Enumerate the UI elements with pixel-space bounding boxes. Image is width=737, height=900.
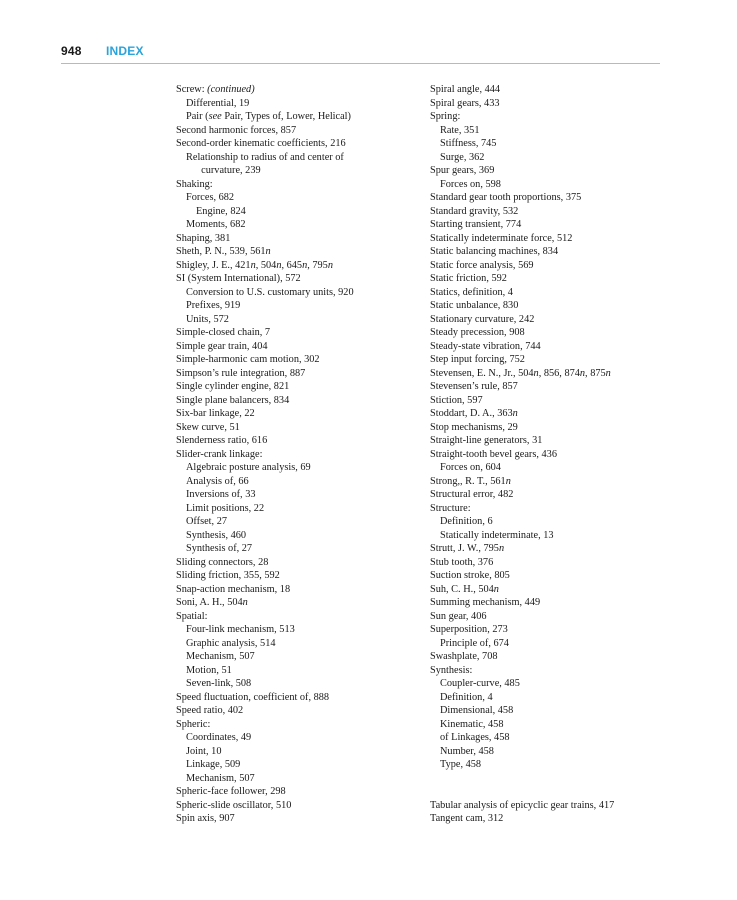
index-entry: Step input forcing, 752: [430, 354, 525, 365]
index-subentry: Joint, 10: [186, 745, 222, 757]
index-subentry: Relationship to radius of and center of: [186, 151, 344, 163]
index-entry: Single cylinder engine, 821: [176, 381, 290, 392]
section-title: INDEX: [106, 44, 144, 58]
index-entry: Tabular analysis of epicyclic gear trains, 417: [430, 799, 615, 811]
index-entry: Strong,, R. T., 561n: [430, 475, 511, 487]
index-subentry: Mechanism, 507: [186, 651, 255, 662]
index-entry: Soni, A. H., 504n: [176, 597, 248, 608]
index-entry: Suh, C. H., 504n: [430, 583, 499, 595]
running-header: [61, 44, 660, 64]
index-entry: Six-bar linkage, 22: [176, 408, 255, 419]
index-entry: Structural error, 482: [430, 489, 514, 500]
index-entry: Strutt, J. W., 795n: [430, 543, 505, 554]
index-entry: Static unbalance, 830: [430, 300, 519, 311]
index-subentry: Principle of, 674: [440, 637, 509, 649]
index-entry: Screw: (continued): [176, 84, 255, 95]
index-entry: Second harmonic forces, 857: [176, 124, 297, 136]
index-entry: Spatial:: [176, 610, 208, 622]
index-entry: Speed ratio, 402: [176, 705, 244, 716]
index-entry: Simple-harmonic cam motion, 302: [176, 354, 320, 365]
index-entry: Stationary curvature, 242: [430, 313, 535, 325]
index-entry: Standard gear tooth proportions, 375: [430, 192, 582, 203]
index-entry: Suction stroke, 805: [430, 570, 510, 581]
index-gap: [430, 772, 670, 799]
index-subentry: Dimensional, 458: [440, 705, 514, 716]
index-entry: Simple gear train, 404: [176, 340, 268, 352]
index-entry: Simple-closed chain, 7: [176, 327, 271, 338]
index-entry: Slider-crank linkage:: [176, 448, 263, 460]
index-subentry: Linkage, 509: [186, 759, 241, 770]
index-entry: Stiction, 597: [430, 394, 483, 406]
index-subentry: Surge, 362: [440, 151, 485, 163]
index-entry: Swashplate, 708: [430, 651, 498, 662]
index-entry: Stub tooth, 376: [430, 556, 494, 568]
index-entry: Standard gravity, 532: [430, 205, 519, 217]
index-entry: Sheth, P. N., 539, 561n: [176, 246, 271, 257]
index-subentry: Seven-link, 508: [186, 678, 252, 689]
index-subentry: Kinematic, 458: [440, 718, 504, 730]
index-entry: Spheric:: [176, 718, 211, 730]
index-subentry: curvature, 239: [196, 165, 261, 176]
index-subentry: Stiffness, 745: [440, 138, 497, 149]
index-entry: Structure:: [430, 502, 471, 514]
index-subentry: Forces on, 604: [440, 462, 501, 473]
index-entry: Starting transient, 774: [430, 219, 522, 230]
index-subentry: Conversion to U.S. customary units, 920: [186, 286, 354, 298]
index-subentry: Synthesis, 460: [186, 529, 247, 541]
index-subentry: Differential, 19: [186, 97, 250, 109]
index-subentry: Four-link mechanism, 513: [186, 624, 295, 635]
index-entry: Sliding connectors, 28: [176, 556, 269, 568]
index-subentry: Number, 458: [440, 745, 494, 757]
index-entry: Shaking:: [176, 178, 213, 190]
index-entry: Skew curve, 51: [176, 421, 240, 433]
index-entry: Spheric-slide oscillator, 510: [176, 799, 292, 811]
index-subentry: Inversions of, 33: [186, 489, 256, 500]
index-subentry: Rate, 351: [440, 124, 480, 136]
index-column-left: [176, 83, 416, 826]
index-subentry: Forces, 682: [186, 192, 235, 203]
index-subentry: Type, 458: [440, 759, 482, 770]
index-subentry: Definition, 6: [440, 516, 493, 527]
index-subentry: Limit positions, 22: [186, 502, 265, 514]
index-entry: Simpson’s rule integration, 887: [176, 367, 306, 379]
index-subentry: Mechanism, 507: [186, 772, 255, 784]
index-entry: Stevensen’s rule, 857: [430, 381, 518, 392]
index-entry: Straight-tooth bevel gears, 436: [430, 448, 557, 460]
index-subentry: Pair (see Pair, Types of, Lower, Helical): [186, 111, 351, 122]
index-entry: Superposition, 273: [430, 624, 508, 635]
index-subentry: Prefixes, 919: [186, 300, 241, 311]
index-subentry: Moments, 682: [186, 219, 246, 230]
index-entry: Shigley, J. E., 421n, 504n, 645n, 795n: [176, 259, 333, 271]
index-entry: Spin axis, 907: [176, 813, 235, 824]
index-entry: Spiral angle, 444: [430, 84, 501, 95]
index-entry: SI (System International), 572: [176, 273, 301, 284]
index-entry: Slenderness ratio, 616: [176, 435, 268, 446]
index-entry: Snap-action mechanism, 18: [176, 583, 291, 595]
index-entry: Stop mechanisms, 29: [430, 421, 518, 433]
index-entry: Sliding friction, 355, 592: [176, 570, 280, 581]
index-entry: Speed fluctuation, coefficient of, 888: [176, 691, 330, 703]
index-entry: Spheric-face follower, 298: [176, 786, 286, 797]
index-subentry: Algebraic posture analysis, 69: [186, 462, 311, 473]
index-entry: Stevensen, E. N., Jr., 504n, 856, 874n, 875n: [430, 367, 611, 379]
index-entry: Straight-line generators, 31: [430, 435, 543, 446]
index-subentry: Statically indeterminate, 13: [440, 529, 554, 541]
index-entry: Steady precession, 908: [430, 327, 525, 338]
index-subentry: Analysis of, 66: [186, 475, 249, 487]
index-entry: Statically indeterminate force, 512: [430, 232, 573, 244]
index-entry: Spur gears, 369: [430, 165, 495, 176]
index-column-right: [430, 83, 670, 826]
index-subentry: Motion, 51: [186, 664, 232, 676]
index-subentry: of Linkages, 458: [440, 732, 510, 743]
index-entry: Spring:: [430, 111, 461, 122]
index-subentry: Graphic analysis, 514: [186, 637, 276, 649]
page-number: 948: [61, 44, 82, 58]
index-entry: Spiral gears, 433: [430, 97, 500, 109]
index-entry: Static force analysis, 569: [430, 259, 534, 271]
index-entry: Statics, definition, 4: [430, 286, 513, 298]
index-entry: Single plane balancers, 834: [176, 394, 290, 406]
index-entry: Shaping, 381: [176, 232, 231, 244]
index-subentry: Engine, 824: [196, 205, 246, 217]
index-entry: Synthesis:: [430, 664, 473, 676]
index-subentry: Coordinates, 49: [186, 732, 252, 743]
index-subentry: Offset, 27: [186, 516, 227, 527]
index-subentry: Definition, 4: [440, 691, 493, 703]
index-entry: Static friction, 592: [430, 273, 507, 284]
index-subentry: Units, 572: [186, 313, 229, 325]
index-entry: Sun gear, 406: [430, 610, 487, 622]
index-entry: Static balancing machines, 834: [430, 246, 559, 257]
index-entry: Tangent cam, 312: [430, 813, 504, 824]
index-entry: Summing mechanism, 449: [430, 597, 541, 608]
index-entry: Stoddart, D. A., 363n: [430, 408, 518, 419]
index-subentry: Synthesis of, 27: [186, 543, 253, 554]
index-entry: Steady-state vibration, 744: [430, 340, 541, 352]
index-subentry: Forces on, 598: [440, 178, 501, 190]
index-entry: Second-order kinematic coefficients, 216: [176, 138, 346, 149]
index-subentry: Coupler-curve, 485: [440, 678, 520, 689]
